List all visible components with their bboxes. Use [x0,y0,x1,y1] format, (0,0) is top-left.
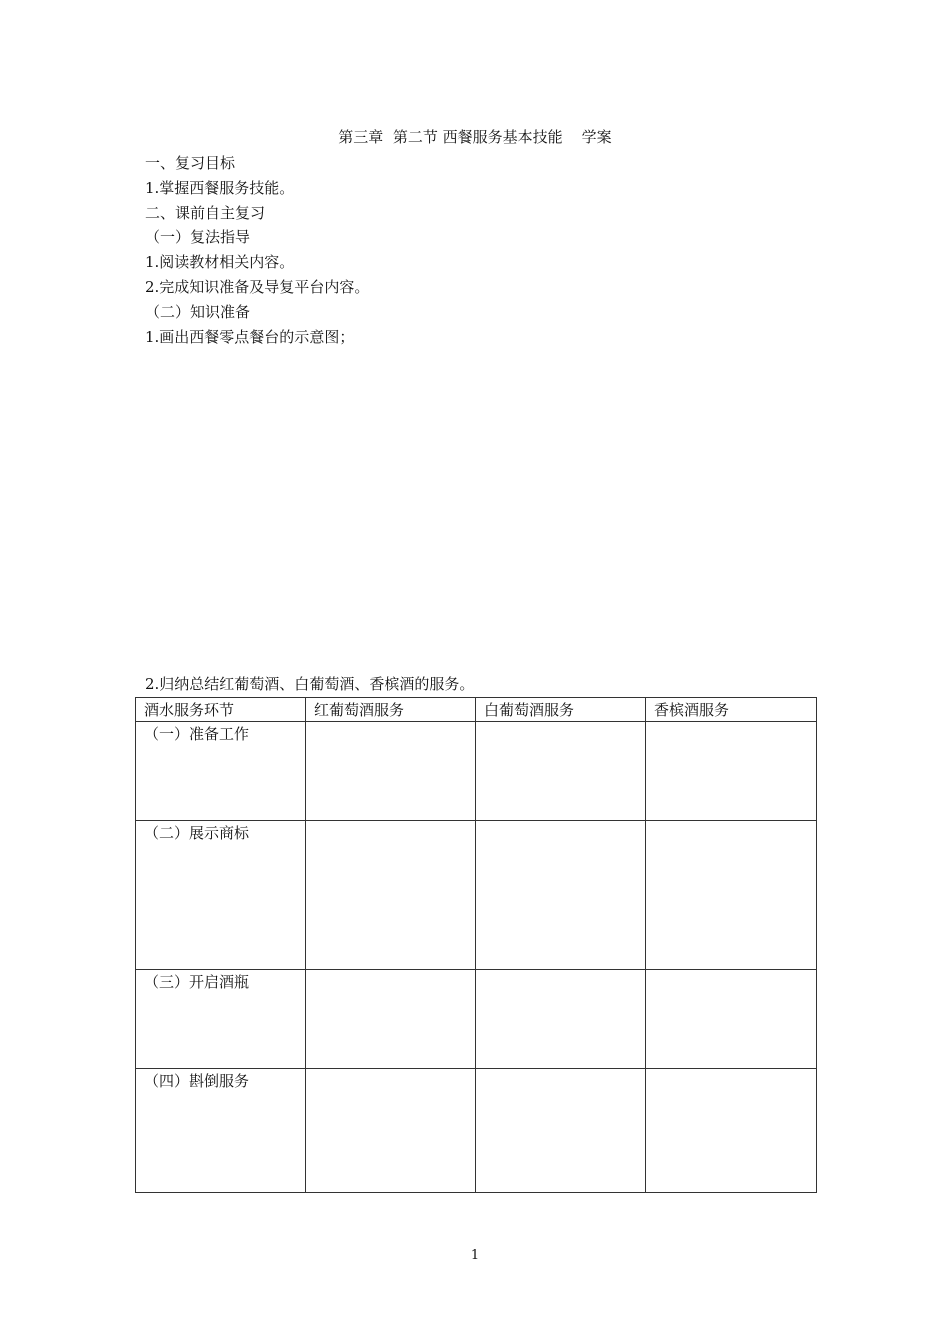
answer-cell[interactable] [646,821,817,970]
answer-cell[interactable] [476,970,646,1069]
stage-cell: （三）开启酒瓶 [136,970,306,1069]
table-row [136,821,817,970]
stage-cell: （一）准备工作 [136,722,306,821]
goal-item-1: 1.掌握西餐服务技能。 [145,178,295,197]
answer-cell[interactable] [306,722,476,821]
page-title: 第三章 第二节 西餐服务基本技能 学案 [338,128,612,146]
method-item-2: 2.完成知识准备及导复平台内容。 [145,277,370,296]
subsection-heading-knowledge: （二）知识准备 [145,302,251,321]
wine-service-table [135,697,817,1193]
answer-cell[interactable] [646,970,817,1069]
answer-cell[interactable] [476,821,646,970]
knowledge-question-2: 2.归纳总结红葡萄酒、白葡萄酒、香槟酒的服务。 [145,675,475,693]
answer-cell[interactable] [306,970,476,1069]
page-number: 1 [470,1248,480,1263]
table-row [136,1069,817,1193]
answer-cell[interactable] [646,1069,817,1193]
section-heading-self-review: 二、课前自主复习 [145,203,266,222]
header-service-stage: 酒水服务环节 [136,698,306,722]
knowledge-question-1: 1.画出西餐零点餐台的示意图； [145,327,355,346]
table-header-row [136,698,817,722]
body-text [145,151,825,349]
table-row [136,722,817,821]
stage-cell: （二）展示商标 [136,821,306,970]
subsection-heading-method: （一）复法指导 [145,228,251,247]
answer-cell[interactable] [476,1069,646,1193]
stage-cell: （四）斟倒服务 [136,1069,306,1193]
method-item-1: 1.阅读教材相关内容。 [145,253,295,272]
header-red-wine: 红葡萄酒服务 [306,698,476,722]
header-white-wine: 白葡萄酒服务 [476,698,646,722]
answer-cell[interactable] [306,821,476,970]
answer-cell[interactable] [306,1069,476,1193]
table-row [136,970,817,1069]
section-heading-review-goals: 一、复习目标 [145,154,236,172]
answer-cell[interactable] [476,722,646,821]
header-champagne: 香槟酒服务 [646,698,817,722]
answer-cell[interactable] [646,722,817,821]
